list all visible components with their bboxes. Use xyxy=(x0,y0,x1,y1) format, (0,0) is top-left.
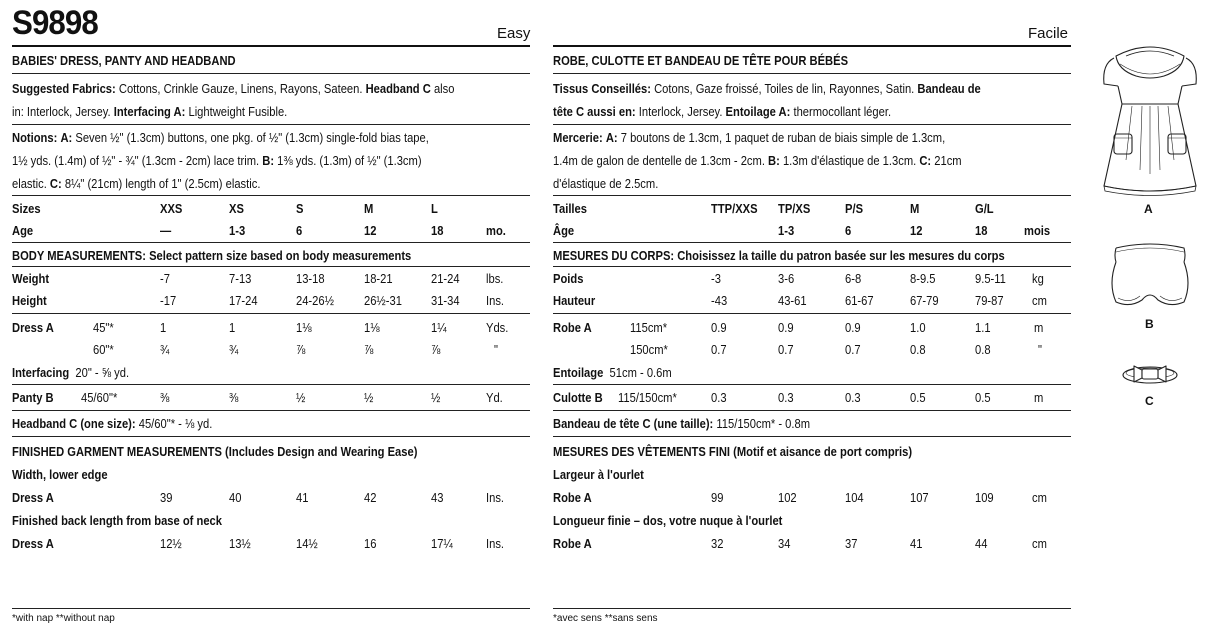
yardage-cell: 0.9 xyxy=(845,320,861,335)
headband-row: Headband C (one size): 45/60"* - ⅛ yd. xyxy=(12,416,213,431)
length-cell: 41 xyxy=(910,536,923,551)
yardage-cell: ⅜ xyxy=(229,390,239,405)
yardage-cell: 1.0 xyxy=(910,320,926,335)
finished-measurements-heading: FINISHED GARMENT MEASUREMENTS (Includes Design and Wearing Ease) xyxy=(12,444,418,459)
age-cell: 6 xyxy=(296,223,303,238)
interfacing-row-fr: Entoilage 51cm - 0.6m xyxy=(553,365,672,380)
height-cell: -43 xyxy=(711,293,728,308)
divider xyxy=(553,73,1071,74)
height-cell: 31-34 xyxy=(431,293,460,308)
weight-cell: -7 xyxy=(160,271,170,286)
length-dress-label: Dress A xyxy=(12,536,54,551)
yardage-unit-fr: m xyxy=(1034,320,1044,335)
width-cell: 107 xyxy=(910,490,929,505)
width-dress-label: Dress A xyxy=(12,490,54,505)
divider xyxy=(553,195,1071,196)
yardage-cell: 1 xyxy=(160,320,167,335)
width-cell: 43 xyxy=(431,490,444,505)
weight-cell: 9.5-11 xyxy=(975,271,1006,286)
sizes-label: Sizes xyxy=(12,201,41,216)
height-label-fr: Hauteur xyxy=(553,293,596,308)
yardage-cell: 1⅛ xyxy=(364,320,380,335)
height-cell: 26½-31 xyxy=(364,293,402,308)
fabric-width: 150cm* xyxy=(630,342,668,357)
yardage-cell: ½ xyxy=(364,390,374,405)
divider xyxy=(553,608,1071,609)
weight-cell: 7-13 xyxy=(229,271,252,286)
weight-cell: -3 xyxy=(711,271,721,286)
divider xyxy=(12,242,530,243)
notions-line-3: elastic. C: 8¼" (21cm) length of 1" (2.5cm) elastic. xyxy=(12,176,261,191)
length-cell: 17¼ xyxy=(431,536,453,551)
height-cell: -17 xyxy=(160,293,177,308)
width-robe-label: Robe A xyxy=(553,490,592,505)
size-cell: P/S xyxy=(845,201,864,216)
height-cell: 79-87 xyxy=(975,293,1004,308)
yardage-cell: ¾ xyxy=(160,342,170,357)
length-cell: 14½ xyxy=(296,536,318,551)
age-label-fr: Âge xyxy=(553,223,575,238)
length-heading: Finished back length from base of neck xyxy=(12,513,222,528)
height-unit: Ins. xyxy=(486,293,505,308)
yardage-cell: 0.3 xyxy=(711,390,727,405)
age-cell: — xyxy=(160,223,172,238)
weight-cell: 21-24 xyxy=(431,271,460,286)
length-robe-label: Robe A xyxy=(553,536,592,551)
age-cell: 18 xyxy=(975,223,988,238)
length-cell: 16 xyxy=(364,536,377,551)
height-cell: 24-26½ xyxy=(296,293,334,308)
footnote-en: *with nap **without nap xyxy=(12,613,115,624)
length-cell: 44 xyxy=(975,536,988,551)
title-rule xyxy=(12,45,530,47)
culotte-b-label: Culotte B xyxy=(553,390,603,405)
robe-a-label: Robe A xyxy=(553,320,592,335)
notions-line-3-fr: d'élastique de 2.5cm. xyxy=(553,176,659,191)
divider xyxy=(12,384,530,385)
length-heading-fr: Longueur finie – dos, votre nuque à l'ourlet xyxy=(553,513,783,528)
heading-en: BABIES' DRESS, PANTY AND HEADBAND xyxy=(12,53,236,68)
fabrics-line-2-fr: tête C aussi en: Interlock, Jersey. Entoilage A: thermocollant léger. xyxy=(553,104,892,119)
width-cell: 109 xyxy=(975,490,994,505)
length-cell: 12½ xyxy=(160,536,182,551)
width-cell: 104 xyxy=(845,490,864,505)
size-cell: TTP/XXS xyxy=(711,201,758,216)
dress-a-illustration xyxy=(1092,40,1208,198)
height-unit-fr: cm xyxy=(1032,293,1047,308)
size-cell: XXS xyxy=(160,201,183,216)
age-cell: 1-3 xyxy=(778,223,795,238)
difficulty-level-fr: Facile xyxy=(1028,25,1069,42)
age-cell: 6 xyxy=(845,223,852,238)
height-cell: 17-24 xyxy=(229,293,258,308)
fabric-width: 115/150cm* xyxy=(618,390,677,405)
age-label: Age xyxy=(12,223,34,238)
yardage-cell: 0.7 xyxy=(711,342,727,357)
divider xyxy=(12,124,530,125)
footnote-fr: *avec sens **sans sens xyxy=(553,613,658,624)
yardage-cell: 0.3 xyxy=(845,390,861,405)
yardage-cell: 0.9 xyxy=(778,320,794,335)
size-cell: S xyxy=(296,201,304,216)
yardage-cell: ⅜ xyxy=(160,390,170,405)
yardage-cell: ½ xyxy=(431,390,441,405)
finished-measurements-heading-fr: MESURES DES VÊTEMENTS FINI (Motif et aisance de port compris) xyxy=(553,444,913,459)
yardage-cell: 1⅛ xyxy=(296,320,312,335)
width-unit-fr: cm xyxy=(1032,490,1047,505)
yardage-cell: 1.1 xyxy=(975,320,991,335)
size-cell: G/L xyxy=(975,201,994,216)
weight-unit: lbs. xyxy=(486,271,504,286)
divider xyxy=(553,242,1071,243)
divider xyxy=(12,313,530,314)
width-cell: 39 xyxy=(160,490,173,505)
yardage-cell: ⅞ xyxy=(364,342,374,357)
divider xyxy=(553,436,1071,437)
width-cell: 99 xyxy=(711,490,724,505)
yardage-cell: 0.9 xyxy=(711,320,727,335)
yardage-cell: 0.7 xyxy=(845,342,861,357)
yardage-cell: ¾ xyxy=(229,342,239,357)
yardage-cell: 0.5 xyxy=(910,390,926,405)
size-cell: L xyxy=(431,201,438,216)
size-cell: TP/XS xyxy=(778,201,811,216)
height-label: Height xyxy=(12,293,47,308)
fabrics-line-1: Suggested Fabrics: Cottons, Crinkle Gauze, Linens, Rayons, Sateen. Headband C also xyxy=(12,81,455,96)
weight-cell: 6-8 xyxy=(845,271,862,286)
length-unit: Ins. xyxy=(486,536,505,551)
width-heading-fr: Largeur à l'ourlet xyxy=(553,467,644,482)
difficulty-level: Easy xyxy=(497,25,531,42)
width-heading: Width, lower edge xyxy=(12,467,108,482)
weight-cell: 8-9.5 xyxy=(910,271,936,286)
age-cell: 18 xyxy=(431,223,444,238)
body-measurements-heading-fr: MESURES DU CORPS: Choisissez la taille du patron basée sur les mesures du corps xyxy=(553,248,1005,263)
length-cell: 32 xyxy=(711,536,724,551)
height-cell: 61-67 xyxy=(845,293,874,308)
divider xyxy=(12,73,530,74)
divider xyxy=(12,195,530,196)
yardage-cell: 0.7 xyxy=(778,342,794,357)
divider xyxy=(553,266,1071,267)
divider xyxy=(12,436,530,437)
yardage-cell: 1¼ xyxy=(431,320,447,335)
sizes-label-fr: Tailles xyxy=(553,201,587,216)
fabrics-line-2: in: Interlock, Jersey. Interfacing A: Lightweight Fusible. xyxy=(12,104,288,119)
yardage-cell: 0.8 xyxy=(975,342,991,357)
divider xyxy=(12,266,530,267)
weight-cell: 13-18 xyxy=(296,271,325,286)
notions-line-1-fr: Mercerie: A: 7 boutons de 1.3cm, 1 paquet de ruban de biais simple de 1.3cm, xyxy=(553,130,946,145)
divider xyxy=(12,608,530,609)
yardage-cell: 0.3 xyxy=(778,390,794,405)
body-measurements-heading: BODY MEASUREMENTS: Select pattern size based on body measurements xyxy=(12,248,412,263)
age-cell: 12 xyxy=(364,223,377,238)
weight-label: Weight xyxy=(12,271,50,286)
height-cell: 67-79 xyxy=(910,293,939,308)
dress-a-label: Dress A xyxy=(12,320,54,335)
headband-row-fr: Bandeau de tête C (une taille): 115/150cm* - 0.8m xyxy=(553,416,811,431)
fabric-width: 60"* xyxy=(93,342,114,357)
yardage-cell: 0.5 xyxy=(975,390,991,405)
size-cell: M xyxy=(910,201,920,216)
weight-label-fr: Poids xyxy=(553,271,584,286)
notions-line-1: Notions: A: Seven ½" (1.3cm) buttons, one pkg. of ½" (1.3cm) single-fold bias tape, xyxy=(12,130,429,145)
pattern-number: S9898 xyxy=(12,4,98,42)
fabric-width: 45"* xyxy=(93,320,114,335)
divider xyxy=(553,124,1071,125)
divider xyxy=(12,410,530,411)
yardage-cell: ⅞ xyxy=(431,342,441,357)
width-cell: 102 xyxy=(778,490,797,505)
figure-b-label: B xyxy=(1145,317,1154,331)
age-unit-fr: mois xyxy=(1024,223,1051,238)
size-cell: M xyxy=(364,201,374,216)
size-cell: XS xyxy=(229,201,244,216)
notions-line-2: 1½ yds. (1.4m) of ½" - ¾" (1.3cm - 2cm) lace trim. B: 1⅜ yds. (1.3m) of ½" (1.3cm) xyxy=(12,153,422,168)
figure-c-label: C xyxy=(1145,394,1154,408)
yardage-cell: ⅞ xyxy=(296,342,306,357)
ditto-mark: " xyxy=(1038,342,1042,357)
age-cell: 12 xyxy=(910,223,923,238)
fabrics-line-1-fr: Tissus Conseillés: Cotons, Gaze froissé, Toiles de lin, Rayonnes, Satin. Bandeau de xyxy=(553,81,981,96)
fabric-width: 115cm* xyxy=(630,320,668,335)
figure-a-label: A xyxy=(1144,202,1153,216)
age-unit: mo. xyxy=(486,223,506,238)
yardage-unit-fr: m xyxy=(1034,390,1044,405)
height-cell: 43-61 xyxy=(778,293,807,308)
yardage-cell: 1 xyxy=(229,320,236,335)
divider xyxy=(553,384,1071,385)
width-cell: 41 xyxy=(296,490,309,505)
width-cell: 42 xyxy=(364,490,377,505)
yardage-cell: ½ xyxy=(296,390,306,405)
ditto-mark: " xyxy=(494,342,498,357)
notions-line-2-fr: 1.4m de galon de dentelle de 1.3cm - 2cm. B: 1.3m d'élastique de 1.3cm. C: 21cm xyxy=(553,153,962,168)
title-rule xyxy=(553,45,1071,47)
length-cell: 34 xyxy=(778,536,791,551)
panty-b-label: Panty B xyxy=(12,390,54,405)
headband-c-illustration xyxy=(1120,362,1180,388)
weight-cell: 18-21 xyxy=(364,271,393,286)
age-cell: 1-3 xyxy=(229,223,246,238)
width-cell: 40 xyxy=(229,490,242,505)
width-unit: Ins. xyxy=(486,490,505,505)
weight-cell: 3-6 xyxy=(778,271,795,286)
length-cell: 13½ xyxy=(229,536,251,551)
divider xyxy=(553,313,1071,314)
yardage-unit: Yds. xyxy=(486,320,509,335)
panty-b-illustration xyxy=(1110,240,1190,312)
interfacing-row: Interfacing 20" - ⅝ yd. xyxy=(12,365,130,380)
fabric-width: 45/60"* xyxy=(81,390,118,405)
divider xyxy=(553,410,1071,411)
yardage-unit: Yd. xyxy=(486,390,503,405)
heading-fr: ROBE, CULOTTE ET BANDEAU DE TÊTE POUR BÉBÉS xyxy=(553,53,849,68)
length-cell: 37 xyxy=(845,536,858,551)
length-unit-fr: cm xyxy=(1032,536,1047,551)
yardage-cell: 0.8 xyxy=(910,342,926,357)
weight-unit-fr: kg xyxy=(1032,271,1044,286)
